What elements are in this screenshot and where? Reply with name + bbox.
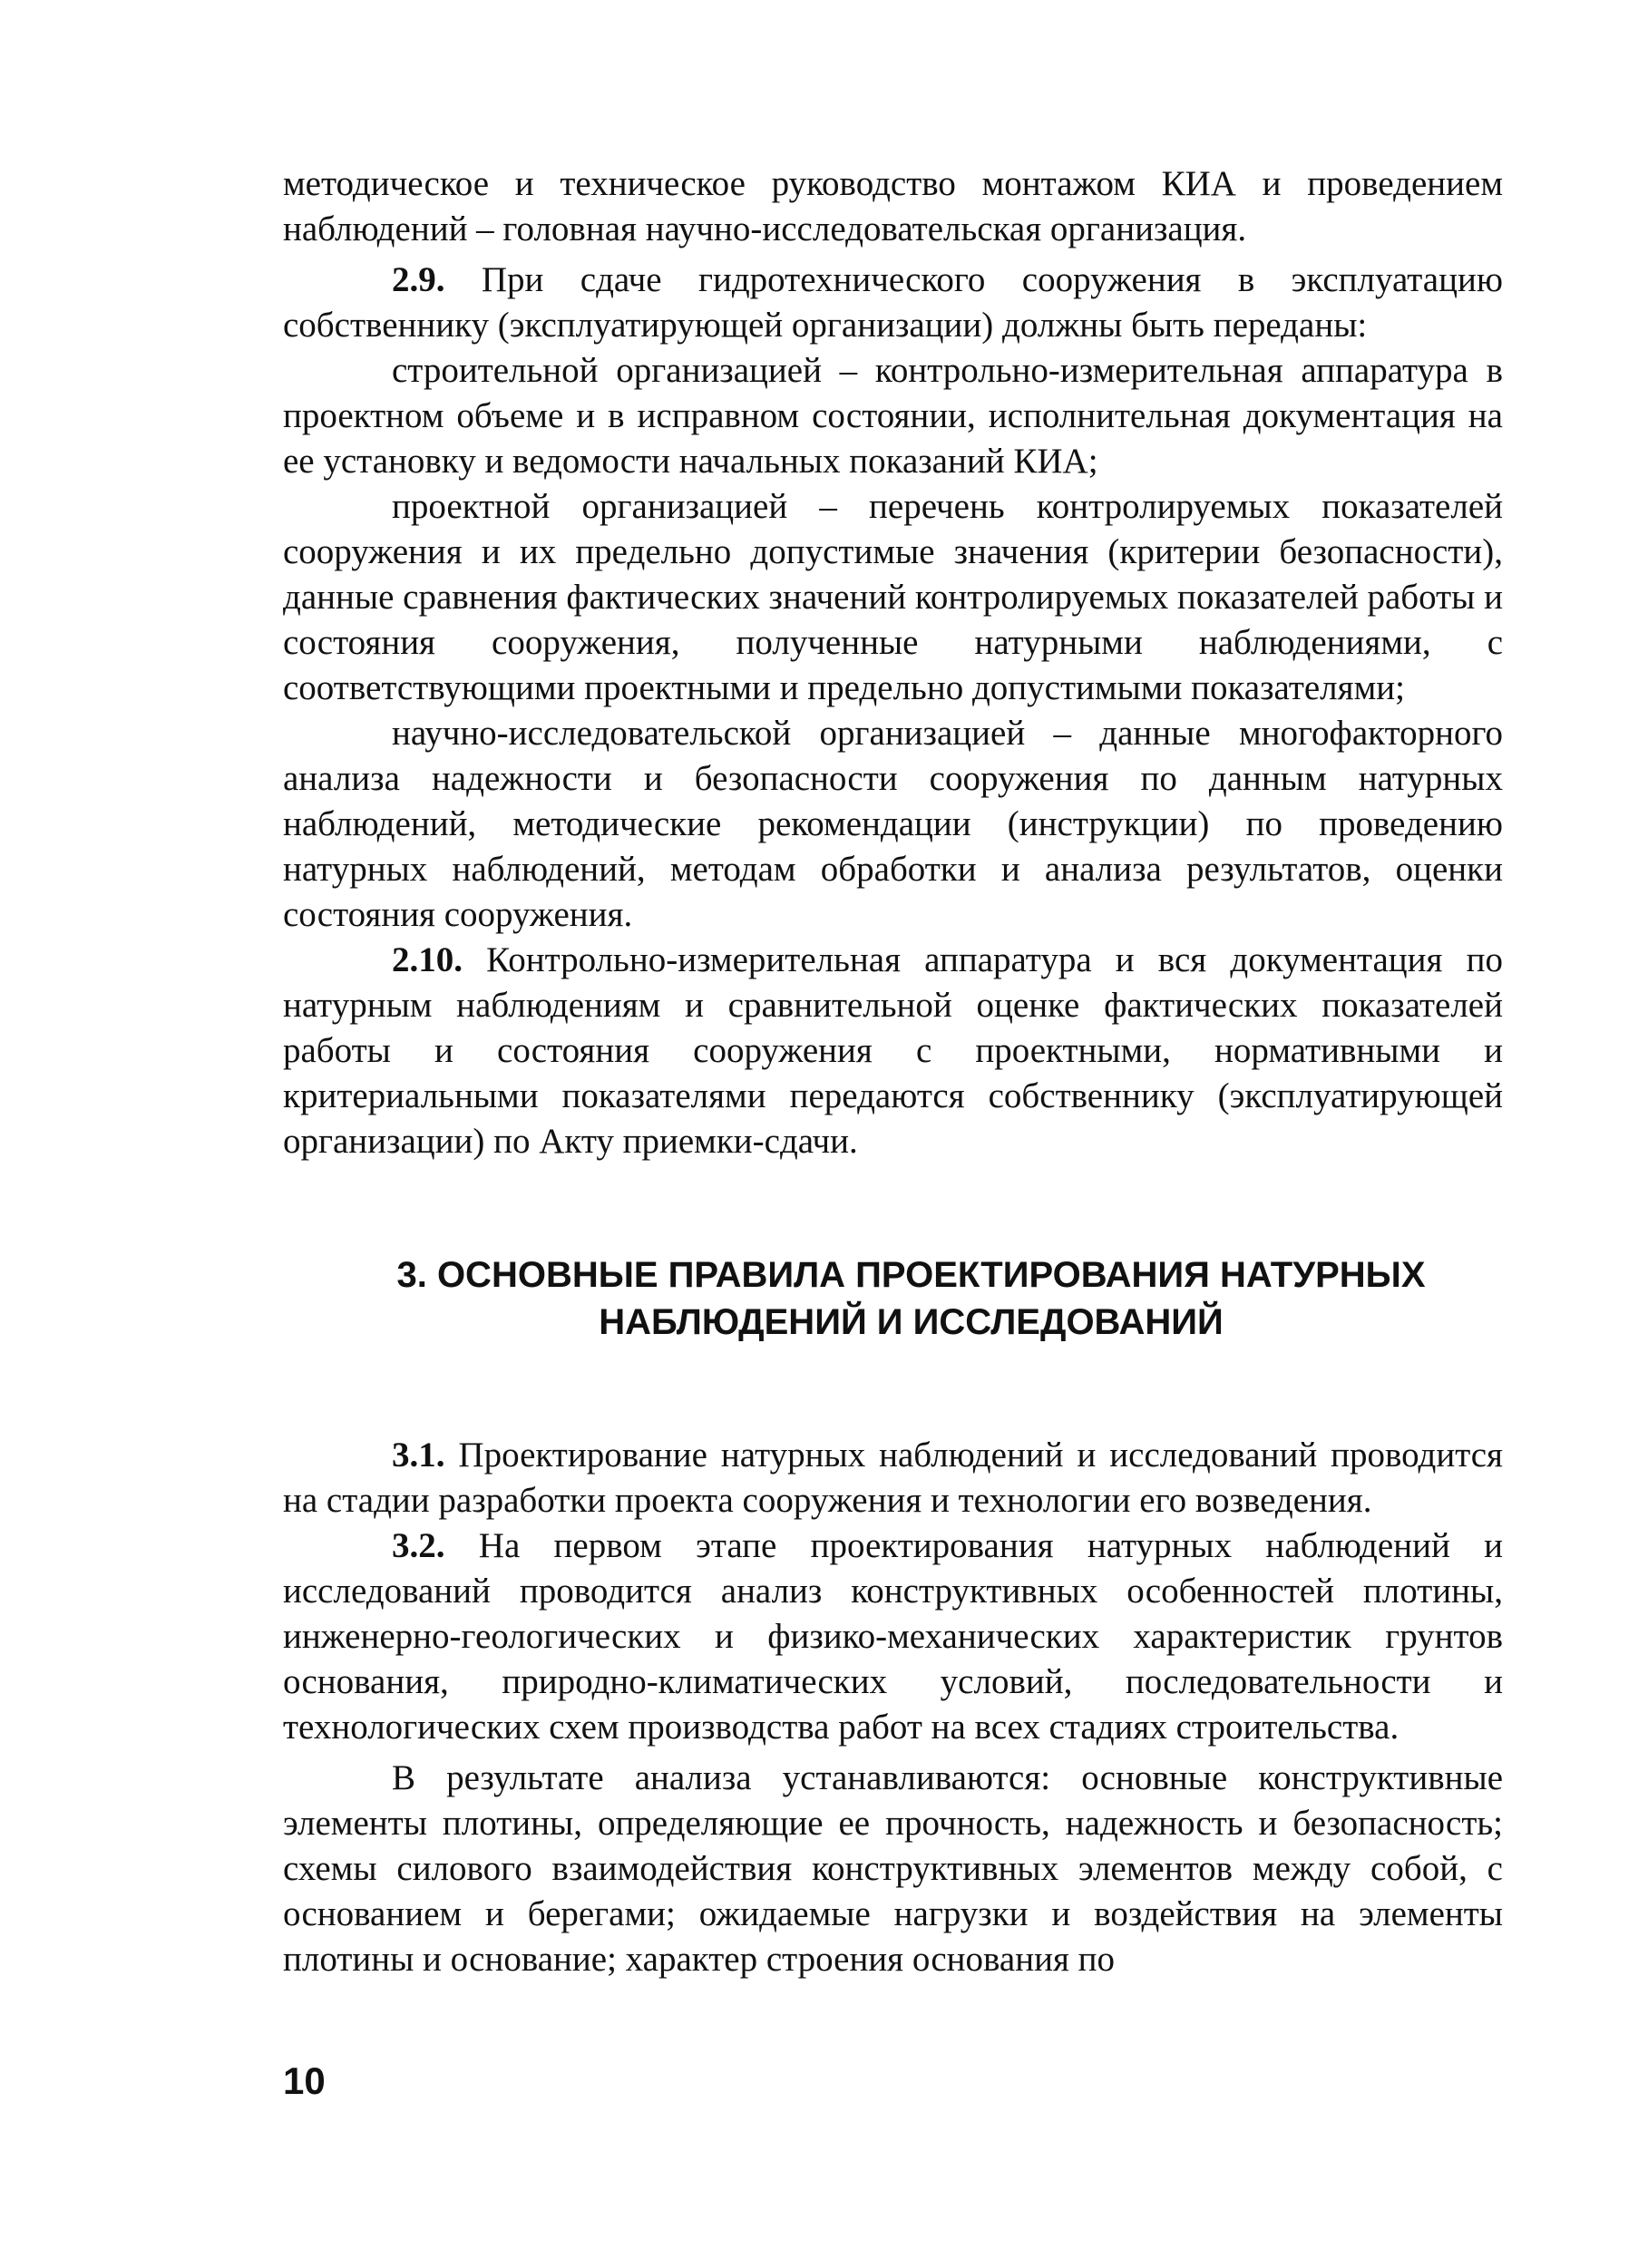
- document-page: [283, 161, 1503, 1982]
- paragraph-text: проектной организацией – перечень контролируемых показателей сооружения и их предельно допустимые значения (критерии безопасности), данные сравнения фактических значений контролируемых показателей работы и состояния сооружения, полученные натурными наблюдениями, с соответствующими проектными и предельно допустимыми показателями;: [283, 487, 1503, 707]
- paragraph: [283, 161, 1503, 252]
- paragraph-2-9: [283, 258, 1503, 348]
- paragraph-text: строительной организацией – контрольно-измерительная аппаратура в проектном объеме и в исправном состоянии, исполнительная документация на ее установку и ведомости начальных показаний КИА;: [283, 351, 1503, 481]
- paragraphs-bottom: [283, 1433, 1503, 1982]
- paragraph-text: При сдаче гидротехнического сооружения в эксплуатацию собственнику (эксплуатирующей организации) должны быть переданы:: [283, 260, 1503, 345]
- paragraph-3-2: [283, 1523, 1503, 1750]
- paragraph-text: методическое и техническое руководство монтажом КИА и проведением наблюдений – головная научно-исследовательская организация.: [283, 164, 1503, 248]
- paragraph: [283, 348, 1503, 484]
- section-heading-line-2: НАБЛЮДЕНИЙ И ИССЛЕДОВАНИЙ: [599, 1302, 1224, 1342]
- paragraph: [283, 484, 1503, 711]
- clause-number: 2.9.: [392, 260, 445, 299]
- page-number: 10: [283, 2059, 326, 2102]
- section-heading-line-1: 3. ОСНОВНЫЕ ПРАВИЛА ПРОЕКТИРОВАНИЯ НАТУРНЫХ: [396, 1255, 1426, 1295]
- paragraph-2-10: [283, 938, 1503, 1164]
- paragraph: [283, 711, 1503, 938]
- paragraphs-top: [283, 161, 1503, 1164]
- clause-number: 3.2.: [392, 1526, 445, 1565]
- section-heading: [283, 1251, 1503, 1346]
- paragraph-text: Контрольно-измерительная аппаратура и вся документация по натурным наблюдениям и сравнительной оценке фактических показателей работы и состояния сооружения с проектными, нормативными и критериальными показателями передаются собственнику (эксплуатирующей организации) по Акту приемки-сдачи.: [283, 940, 1503, 1161]
- clause-number: 2.10.: [392, 940, 463, 979]
- paragraph: [283, 1756, 1503, 1982]
- paragraph-3-1: [283, 1433, 1503, 1523]
- paragraph-text: На первом этапе проектирования натурных наблюдений и исследований проводится анализ конструктивных особенностей плотины, инженерно-геологических и физико-механических характеристик грунтов основания, природно-климатических условий, последовательности и технологических схем производства работ на всех стадиях строительства.: [283, 1526, 1503, 1747]
- paragraph-text: научно-исследовательской организацией – данные многофакторного анализа надежности и безопасности сооружения по данным натурных наблюдений, методические рекомендации (инструкции) по проведению натурных наблюдений, методам обработки и анализа результатов, оценки состояния сооружения.: [283, 714, 1503, 934]
- clause-number: 3.1.: [392, 1436, 445, 1475]
- paragraph-text: Проектирование натурных наблюдений и исследований проводится на стадии разработки проекта сооружения и технологии его возведения.: [283, 1436, 1503, 1520]
- paragraph-text: В результате анализа устанавливаются: основные конструктивные элементы плотины, определяющие ее прочность, надежность и безопасность; схемы силового взаимодействия конструктивных элементов между собой, с основанием и берегами; ожидаемые нагрузки и воздействия на элементы плотины и основание; характер строения основания по: [283, 1758, 1503, 1979]
